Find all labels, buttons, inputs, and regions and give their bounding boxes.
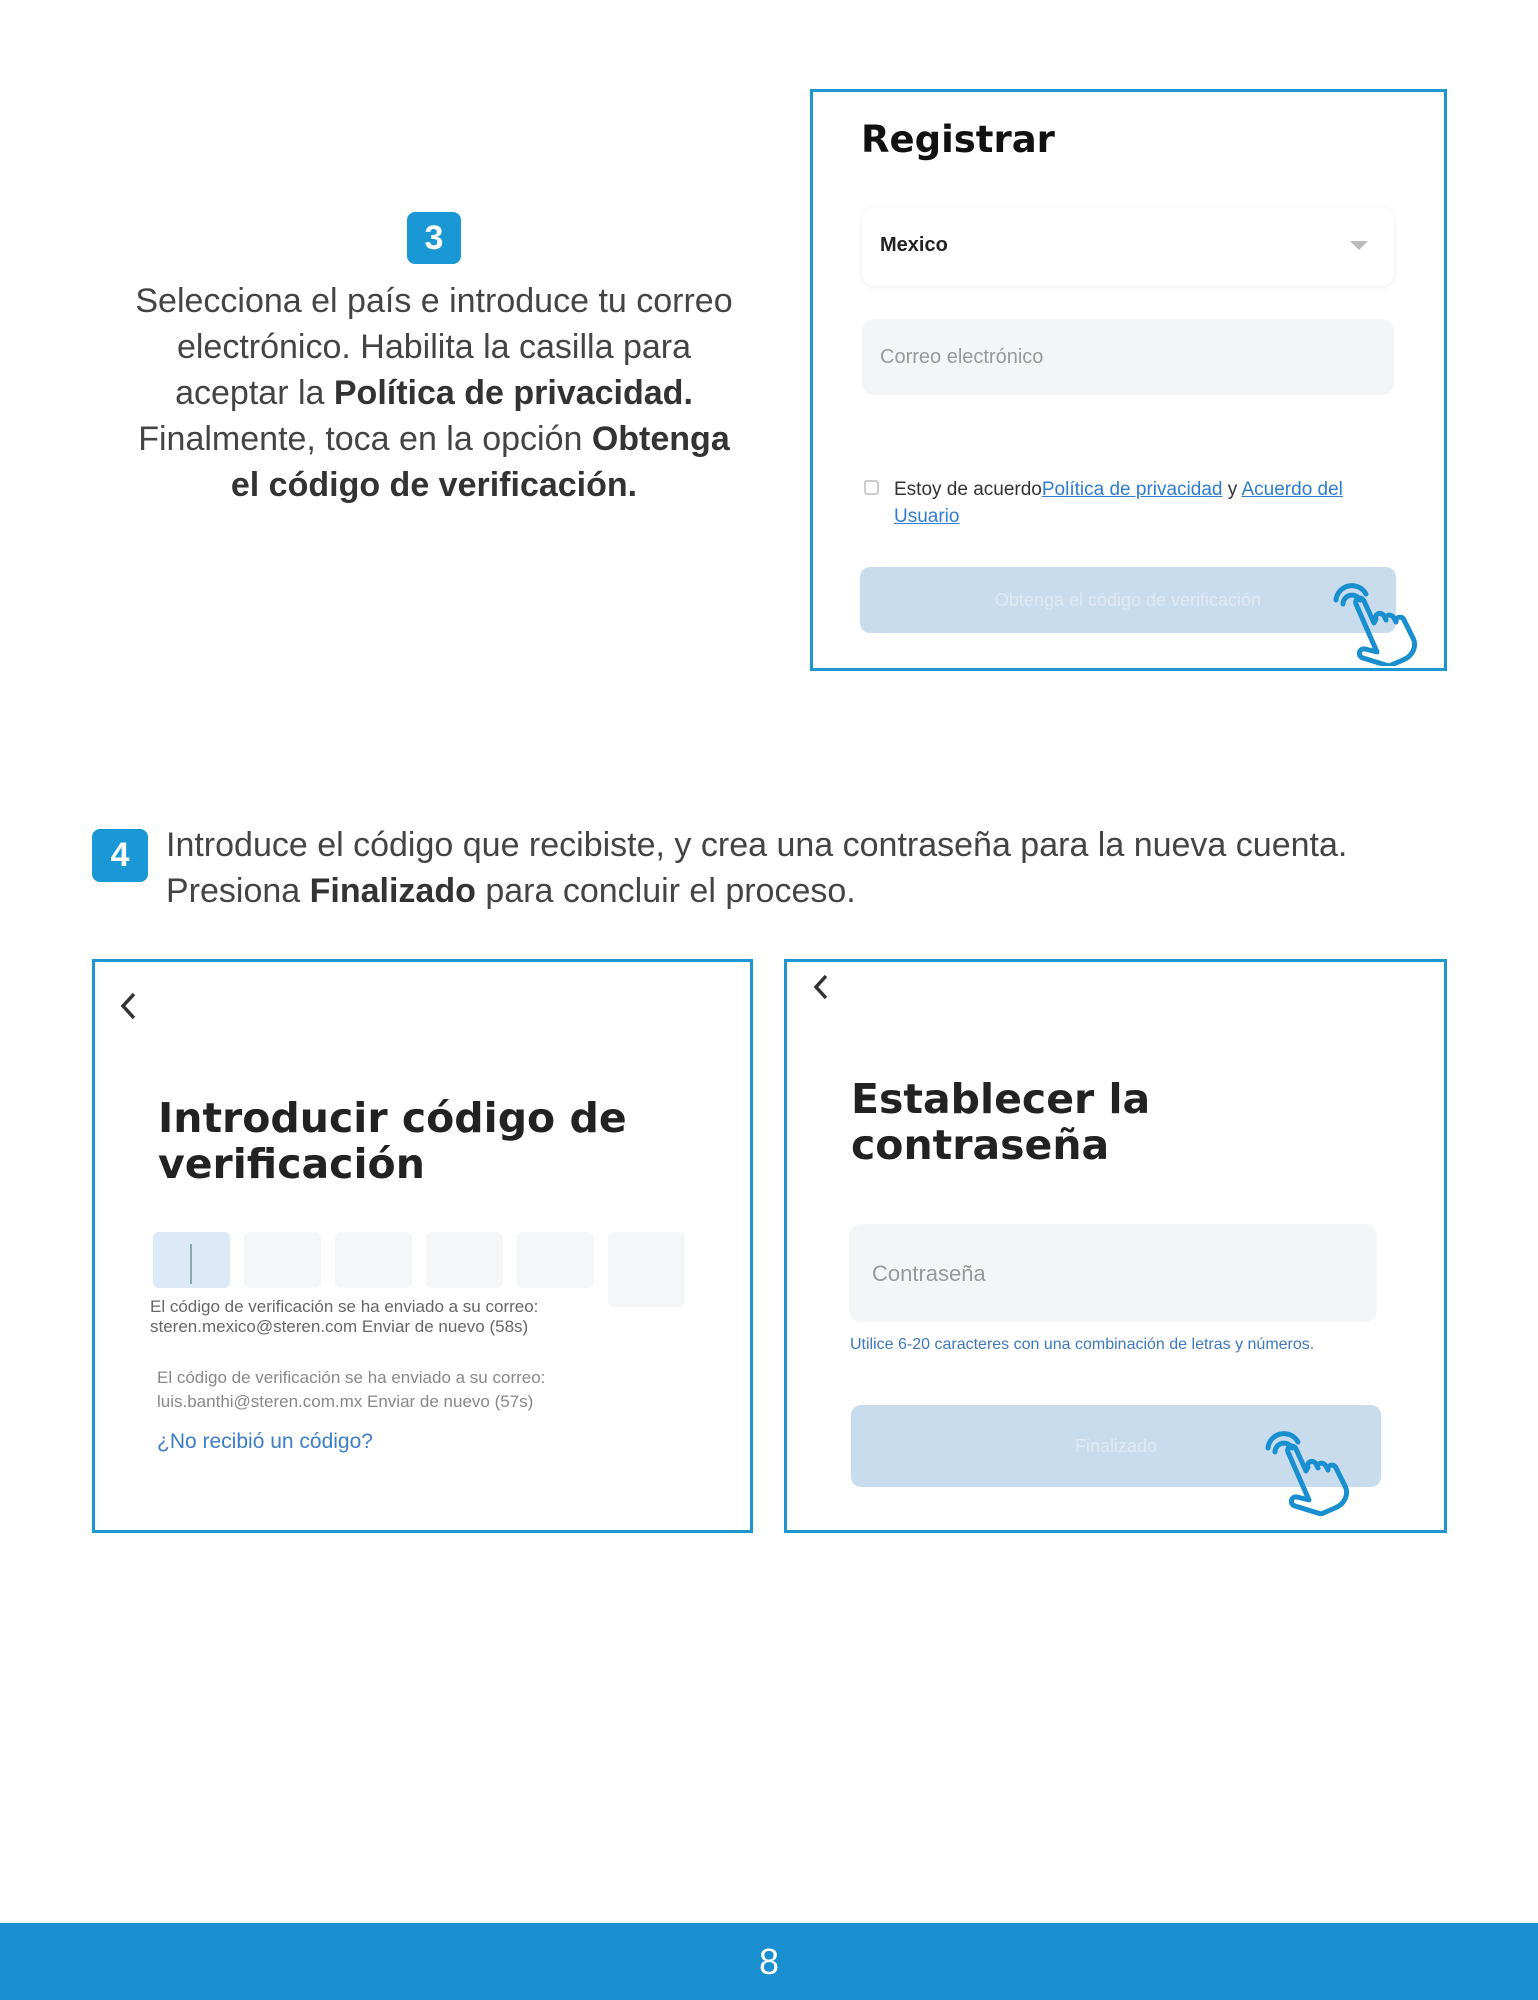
- page-number: 8: [758, 1940, 780, 1982]
- agree-label: Estoy de acuerdo: [894, 479, 1042, 500]
- no-code-link[interactable]: ¿No recibió un código?: [157, 1430, 373, 1453]
- step-3-badge: 3: [407, 212, 461, 264]
- step-3-instructions: [120, 278, 748, 508]
- agreement-text: [894, 476, 1384, 530]
- agree-checkbox[interactable]: [864, 480, 879, 495]
- code-digit-5[interactable]: [517, 1232, 594, 1288]
- back-chevron-icon[interactable]: [118, 990, 140, 1022]
- text: Finalmente, toca en la opción: [138, 420, 592, 458]
- password-placeholder: Contraseña: [872, 1261, 986, 1286]
- title-line: Establecer la: [851, 1075, 1151, 1123]
- title-line: verificación: [158, 1140, 425, 1188]
- code-sent-message-2: [157, 1366, 545, 1414]
- verification-title: [158, 1095, 627, 1187]
- country-value: Mexico: [880, 234, 948, 256]
- text: El código de verificación se ha enviado a su correo:: [157, 1368, 546, 1387]
- step-4-instructions: [166, 822, 1466, 914]
- finish-button[interactable]: Finalizado: [851, 1405, 1381, 1487]
- tap-hand-icon: [1262, 1424, 1372, 1516]
- text: El código de verificación se ha enviado a su correo:: [150, 1297, 539, 1316]
- code-digit-3[interactable]: [335, 1232, 412, 1288]
- country-select[interactable]: [862, 207, 1394, 286]
- chevron-down-icon: [1350, 241, 1368, 250]
- code-digit-4[interactable]: [426, 1232, 503, 1288]
- privacy-policy-link[interactable]: Política de privacidad: [1041, 479, 1223, 500]
- email-input[interactable]: [862, 319, 1394, 395]
- bold-text: Obtenga el código de verificación.: [230, 420, 730, 504]
- get-code-button[interactable]: Obtenga el código de verificación: [860, 567, 1396, 633]
- page-footer: [0, 1923, 1538, 2000]
- password-title: [851, 1076, 1150, 1168]
- back-chevron-icon[interactable]: [812, 972, 832, 1002]
- text: Presiona: [166, 872, 310, 910]
- password-input[interactable]: [849, 1224, 1377, 1322]
- register-title: Registrar: [861, 118, 1055, 161]
- password-hint: Utilice 6-20 caracteres con una combinación de letras y números.: [850, 1336, 1315, 1353]
- title-line: contraseña: [851, 1121, 1110, 1169]
- step-4-badge: 4: [92, 829, 148, 882]
- text: Introduce el código que recibiste, y crea una contraseña para la nueva cuenta.: [166, 826, 1348, 864]
- text: luis.banthi@steren.com.mx Enviar de nuevo (57s): [157, 1392, 534, 1411]
- text: para concluir el proceso.: [475, 872, 856, 910]
- email-placeholder: Correo electrónico: [880, 346, 1044, 368]
- text: steren.mexico@steren.com Enviar de nuevo (58s): [150, 1317, 529, 1336]
- user-agreement-link[interactable]: Acuerdo del Usuario: [894, 479, 1343, 527]
- code-digit-6[interactable]: [608, 1232, 685, 1307]
- code-digit-1[interactable]: [153, 1232, 230, 1288]
- text-line: [166, 868, 1466, 914]
- title-line: Introducir código de: [158, 1094, 627, 1142]
- text-cursor: [190, 1244, 192, 1284]
- tap-hand-icon: [1330, 578, 1440, 666]
- and-text: y: [1222, 479, 1242, 500]
- bold-text: Política de privacidad.: [333, 374, 693, 412]
- code-sent-message-1: [150, 1297, 538, 1337]
- code-digit-2[interactable]: [244, 1232, 321, 1288]
- text: Selecciona el país e introduce tu correo electrónico. Habilita la casilla para aceptar la: [135, 282, 733, 412]
- bold-text: Finalizado: [309, 872, 476, 910]
